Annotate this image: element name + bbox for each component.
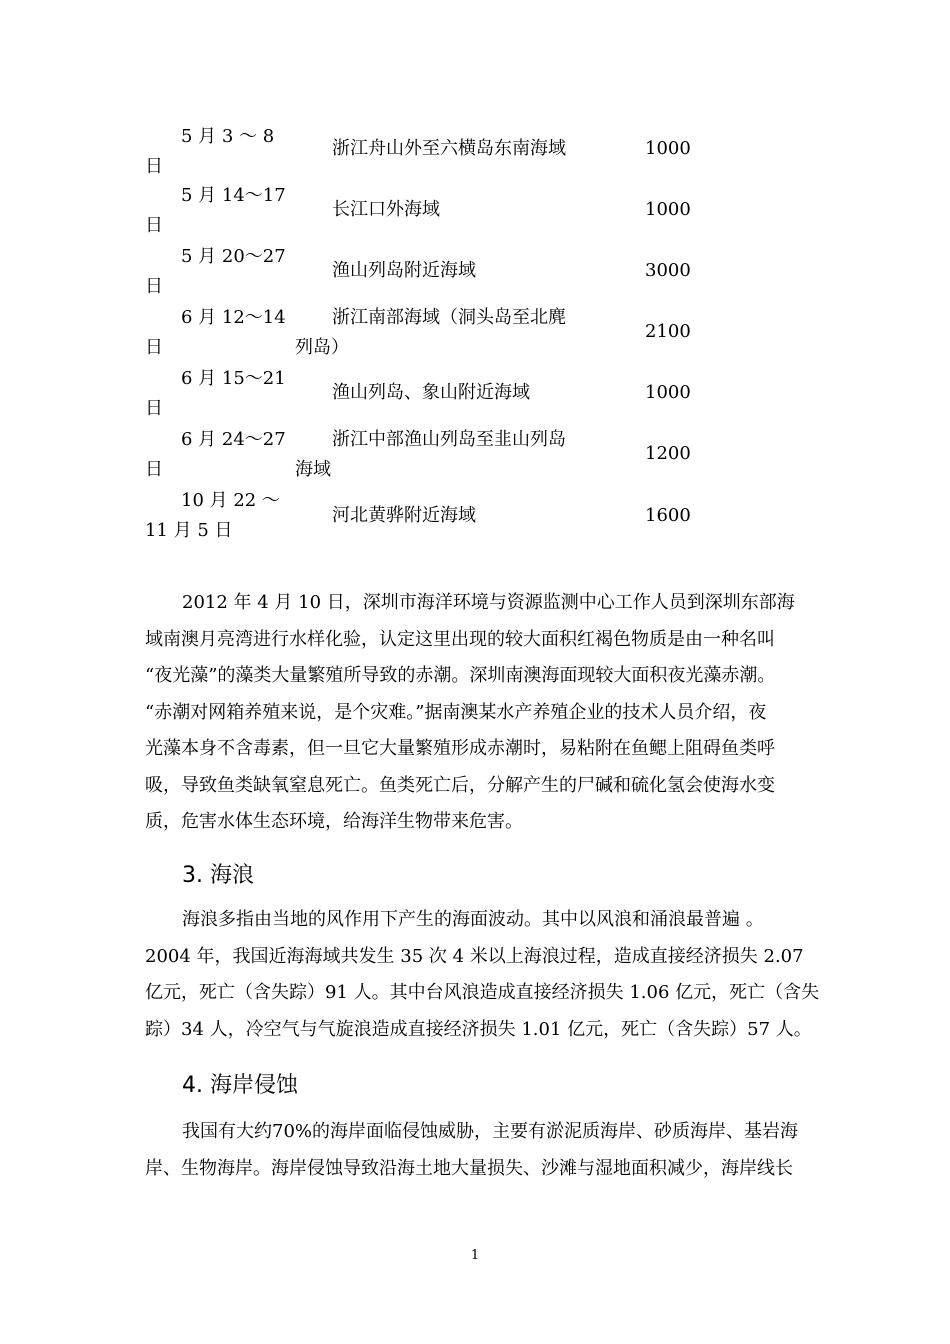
area-line1: 浙江南部海域（洞头岛至北麂 [332, 307, 566, 328]
date-line2: 日 [145, 276, 163, 297]
text-line: 光藻本身不含毒素，但一旦它大量繁殖形成赤潮时，易粘附在鱼鳃上阻碍鱼类呼 [145, 738, 775, 759]
area-cell [295, 134, 595, 164]
text-line: 踪）34 人，冷空气与气旋浪造成直接经济损失 1.01 亿元，死亡（含失踪）57 人。 [145, 1018, 812, 1040]
paragraph-red-tide [145, 585, 805, 841]
date-line1: 5 月 3 ～ 8 [181, 126, 275, 147]
date-cell [145, 486, 290, 546]
text-line: 2004 年，我国近海海域共发生 35 次 4 米以上海浪过程，造成直接经济损失 2.07 [145, 945, 804, 967]
date-line2: 日 [145, 156, 163, 177]
text-line: 海浪多指由当地的风作用下产生的海面波动。其中以风浪和涌浪最普遍 。 [182, 909, 764, 930]
date-line2: 11 月 5 日 [145, 520, 233, 541]
date-line1: 5 月 14～17 [181, 185, 286, 206]
area-value: 3000 [645, 260, 691, 281]
date-line1: 10 月 22 ～ [181, 490, 280, 511]
area-cell [295, 256, 595, 286]
area-line2: 列岛） [295, 337, 349, 358]
area-value: 1000 [645, 138, 691, 159]
date-line2: 日 [145, 398, 163, 419]
date-line2: 日 [145, 215, 163, 236]
table-row [145, 303, 765, 363]
area-cell [295, 378, 595, 408]
table-row [145, 242, 765, 302]
text-line: 亿元，死亡（含失踪）91 人。其中台风浪造成直接经济损失 1.06 亿元，死亡（含失 [145, 982, 820, 1003]
area-value: 1600 [645, 505, 691, 526]
date-cell [145, 242, 290, 302]
table-row [145, 120, 765, 180]
area-value: 2100 [645, 321, 691, 342]
date-line2: 日 [145, 459, 163, 480]
area-line1: 渔山列岛附近海域 [332, 260, 476, 281]
area-line1: 河北黄骅附近海域 [332, 505, 476, 526]
area-line1: 渔山列岛、象山附近海域 [332, 382, 530, 403]
date-line1: 5 月 20～27 [181, 246, 286, 267]
area-cell [295, 303, 595, 363]
area-line1: 长江口外海域 [332, 199, 440, 220]
area-value: 1000 [645, 382, 691, 403]
date-cell [145, 181, 290, 241]
text-line: 吸，导致鱼类缺氧窒息死亡。鱼类死亡后，分解产生的尸碱和硫化氢会使海水变 [145, 774, 775, 796]
paragraph-coastal-erosion [145, 1114, 805, 1187]
section-heading-waves: 3. 海浪 [182, 863, 254, 888]
table-row [145, 425, 765, 485]
area-cell [295, 425, 595, 485]
text-line: 2012 年 4 月 10 日，深圳市海洋环境与资源监测中心工作人员到深圳东部海 [182, 592, 795, 613]
date-line2: 日 [145, 337, 163, 358]
date-line1: 6 月 15～21 [181, 368, 286, 389]
text-line: 我国有大约70%的海岸面临侵蚀威胁，主要有淤泥质海岸、砂质海岸、基岩海 [182, 1121, 799, 1142]
text-line: “赤潮对网箱养殖来说，是个灾难。”据南澳某水产养殖企业的技术人员介绍，夜 [145, 701, 767, 723]
area-line2: 海域 [295, 459, 331, 480]
date-cell [145, 425, 290, 485]
text-line: 域南澳月亮湾进行水样化验，认定这里出现的较大面积红褐色物质是由一种名叫 [145, 628, 775, 650]
table-row [145, 486, 765, 548]
text-line: 质，危害水体生态环境，给海洋生物带来危害。 [145, 811, 523, 832]
area-value: 1200 [645, 443, 691, 464]
table-row [145, 364, 765, 424]
text-line: “夜光藻”的藻类大量繁殖所导致的赤潮。深圳南澳海面现较大面积夜光藻赤潮。 [145, 665, 776, 686]
area-value: 1000 [645, 199, 691, 220]
date-cell [145, 364, 290, 424]
paragraph-waves [145, 902, 820, 1048]
date-line1: 6 月 12～14 [181, 307, 286, 328]
area-cell [295, 195, 595, 225]
page-number: 1 [470, 1248, 480, 1263]
date-cell [145, 303, 290, 363]
section-heading-coastal-erosion: 4. 海岸侵蚀 [182, 1073, 298, 1098]
date-line1: 6 月 24～27 [181, 429, 286, 450]
date-cell [145, 122, 290, 182]
table-row [145, 181, 765, 241]
area-cell [295, 501, 595, 531]
area-line1: 浙江舟山外至六横岛东南海域 [332, 138, 566, 159]
area-line1: 浙江中部渔山列岛至韭山列岛 [332, 429, 566, 450]
text-line: 岸、生物海岸。海岸侵蚀导致沿海土地大量损失、沙滩与湿地面积减少，海岸线长 [145, 1157, 793, 1179]
